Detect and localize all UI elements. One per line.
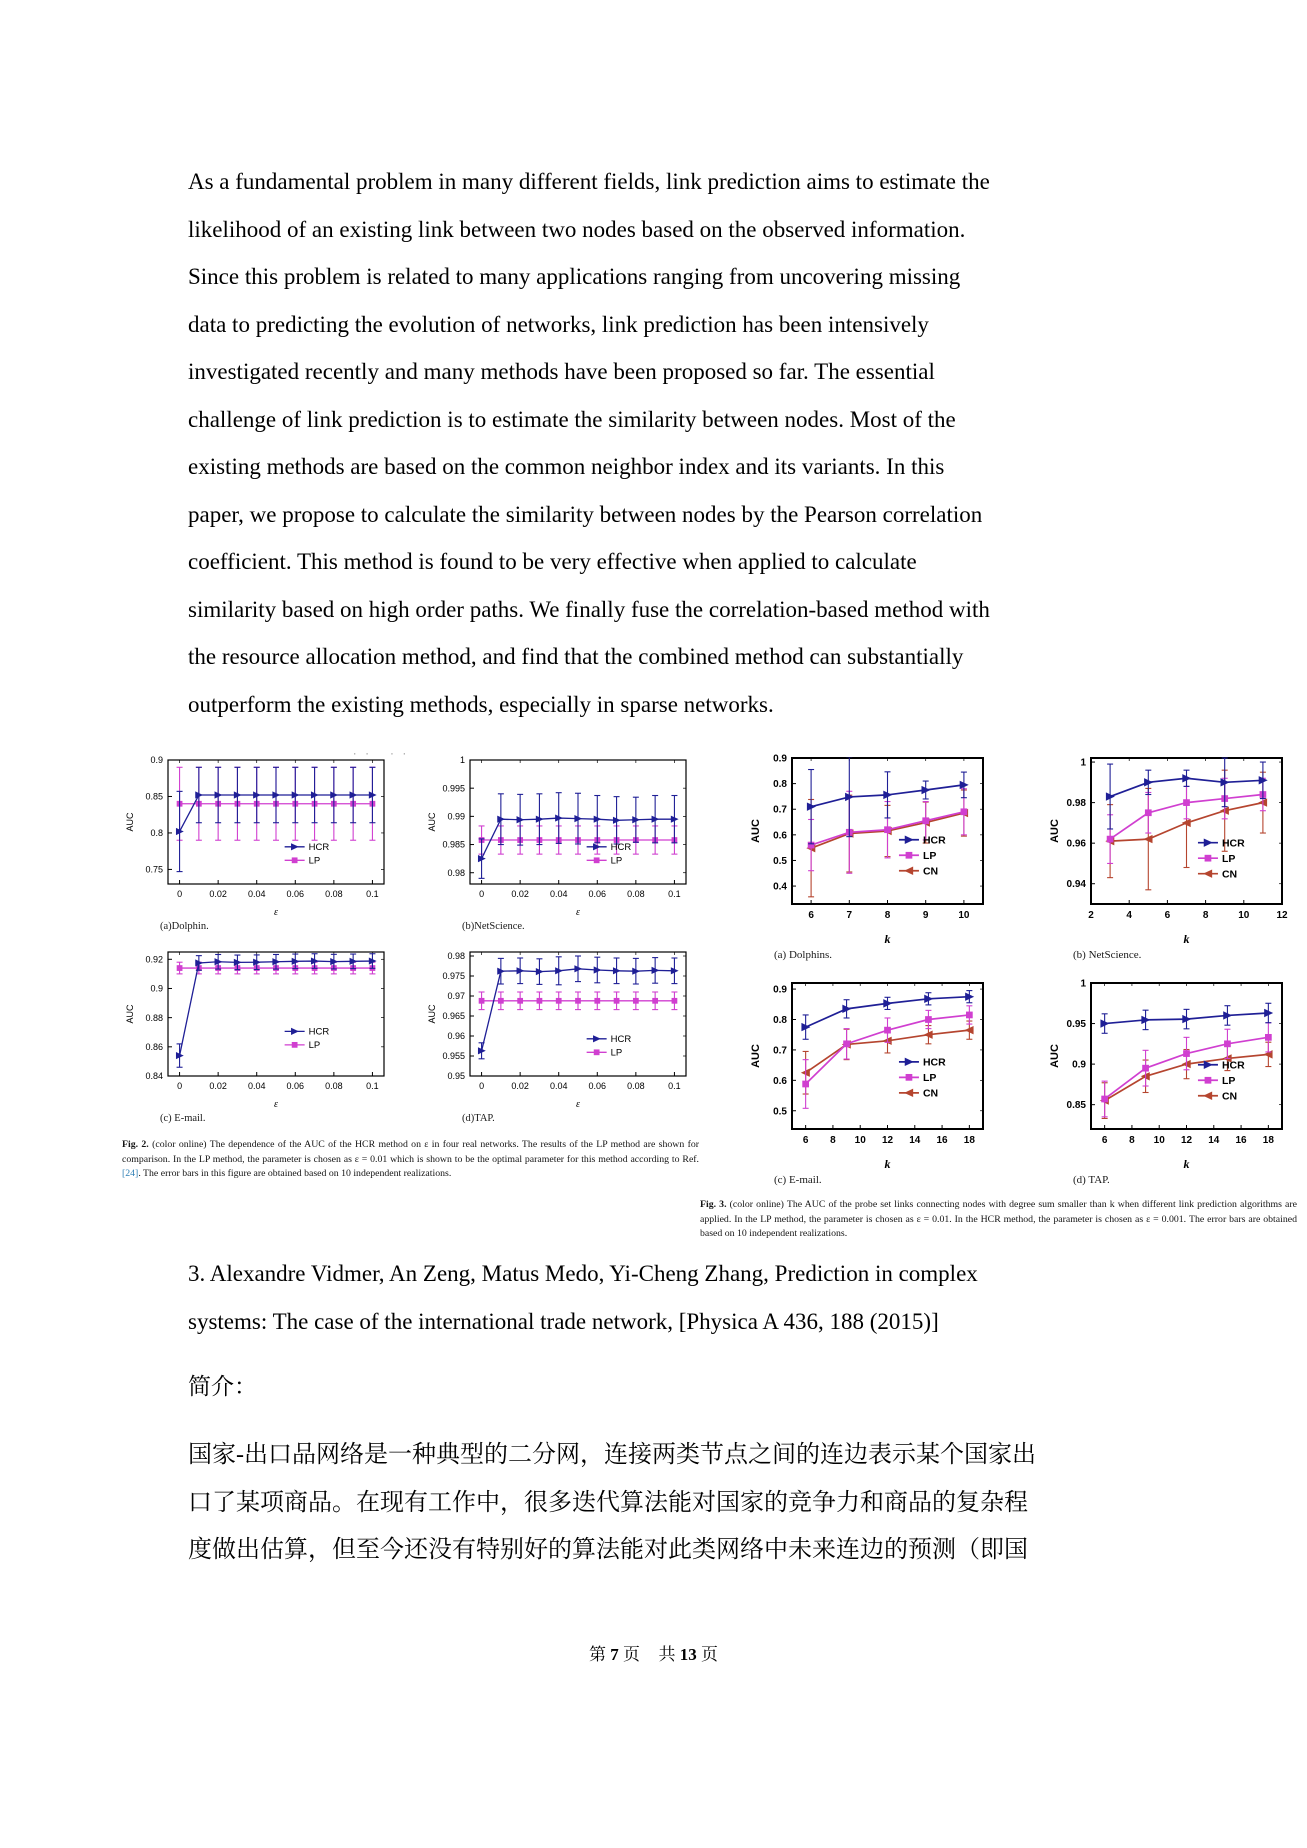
figure-2-caption-ref: [24] xyxy=(122,1168,139,1180)
fig2-subplot-c xyxy=(122,944,394,1124)
fig2-subplot-d-label: (d)TAP. xyxy=(462,1113,495,1124)
chinese-line: 口了某项商品。在现有工作中，很多迭代算法能对国家的竞争力和商品的复杂程 xyxy=(188,1489,1028,1516)
svg-text:0.7: 0.7 xyxy=(773,804,787,816)
svg-text:0.08: 0.08 xyxy=(627,889,645,899)
fig3-tap-chart xyxy=(1047,975,1294,1171)
footer-page-number: 7 xyxy=(610,1645,619,1664)
svg-text:0.975: 0.975 xyxy=(442,971,465,982)
footer-word: 页 xyxy=(623,1645,640,1664)
svg-text:12: 12 xyxy=(1276,910,1288,921)
svg-text:0.96: 0.96 xyxy=(1066,838,1086,850)
svg-text:0.04: 0.04 xyxy=(247,889,266,899)
svg-text:7: 7 xyxy=(846,910,853,921)
svg-text:0.98: 0.98 xyxy=(1066,798,1086,810)
reference-line: systems: The case of the international trade network, [Physica A 436, 188 (2015)] xyxy=(188,1308,939,1334)
figure-3-caption xyxy=(700,1198,1297,1242)
footer-word: 共 xyxy=(658,1645,676,1664)
svg-text:0.5: 0.5 xyxy=(773,1106,787,1118)
svg-text:0.02: 0.02 xyxy=(209,1081,227,1091)
svg-text:8: 8 xyxy=(1129,1135,1135,1146)
chinese-line: 度做出估算，但至今还没有特别好的算法能对此类网络中未来连边的预测（即国 xyxy=(188,1537,1028,1563)
svg-text:0.06: 0.06 xyxy=(286,1081,305,1091)
paragraph-line: As a fundamental problem in many different fields, link prediction aims to estimate the xyxy=(188,169,990,194)
fig2-subplot-d xyxy=(424,944,696,1124)
svg-text:CN: CN xyxy=(922,865,939,878)
fig3-email-chart xyxy=(748,975,995,1171)
svg-text:2: 2 xyxy=(1088,910,1094,921)
svg-text:8: 8 xyxy=(830,1135,836,1146)
svg-text:LP: LP xyxy=(1221,852,1236,865)
paragraph-line: similarity based on high order paths. We finally fuse the correlation-based method with xyxy=(188,596,990,622)
fig3-subplot-a-label: (a) Dolphins. xyxy=(774,949,833,961)
svg-text:LP: LP xyxy=(308,855,321,867)
fig3-subplot-b xyxy=(1047,750,1294,961)
svg-text:HCR: HCR xyxy=(1221,1059,1245,1072)
svg-text:0.85: 0.85 xyxy=(145,791,163,802)
svg-text:LP: LP xyxy=(610,1047,623,1059)
fig2-subplot-a-label: (a)Dolphin. xyxy=(160,921,209,932)
paragraph-line: data to predicting the evolution of networks, link prediction has been intensively xyxy=(188,311,929,337)
svg-text:6: 6 xyxy=(1101,1135,1108,1146)
fig2-email-chart xyxy=(122,944,394,1110)
svg-text:HCR: HCR xyxy=(610,842,632,854)
svg-text:AUC: AUC xyxy=(1049,1044,1061,1068)
svg-text:10: 10 xyxy=(854,1135,866,1146)
page-footer xyxy=(0,1640,1307,1665)
svg-text:0.84: 0.84 xyxy=(145,1071,163,1082)
svg-text:0: 0 xyxy=(479,1081,485,1091)
svg-text:16: 16 xyxy=(1235,1135,1247,1146)
figure-3-caption-label: Fig. 3. xyxy=(700,1199,727,1210)
svg-text:k: k xyxy=(884,932,891,946)
fig2-dolphin-chart xyxy=(122,752,394,918)
svg-text:4: 4 xyxy=(1126,910,1132,921)
svg-text:0.97: 0.97 xyxy=(447,991,465,1002)
svg-text:0.5: 0.5 xyxy=(773,855,787,867)
svg-text:0.06: 0.06 xyxy=(286,889,305,899)
svg-text:0: 0 xyxy=(177,889,183,899)
figure-3-caption-body: (color online) The AUC of the probe set links connecting nodes with degree sum smaller than k when different link prediction algorithms are applied. In the LP method, the parameter is chosen as ε = 0.01. In the HCR method, the parameter is chosen as ε = 0.001. The error bars are obtained based on 10 independent realizations. xyxy=(700,1199,1297,1240)
figure-3 xyxy=(700,750,1297,1242)
svg-text:0.04: 0.04 xyxy=(247,1081,266,1091)
reference-entry xyxy=(188,1250,1136,1345)
footer-word: 页 xyxy=(701,1645,718,1664)
svg-text:10: 10 xyxy=(958,910,970,921)
intro-label: 简介： xyxy=(188,1374,257,1399)
svg-text:0.9: 0.9 xyxy=(773,753,787,765)
paragraph-line: existing methods are based on the common neighbor index and its variants. In this xyxy=(188,454,945,479)
reference-line: 3. Alexandre Vidmer, An Zeng, Matus Medo, Yi-Cheng Zhang, Prediction in complex xyxy=(188,1261,978,1286)
svg-text:LP: LP xyxy=(308,1040,321,1052)
svg-text:1: 1 xyxy=(1080,757,1086,769)
svg-text:0.9: 0.9 xyxy=(150,755,163,766)
svg-text:ε: ε xyxy=(576,1099,580,1110)
svg-text:9: 9 xyxy=(922,910,929,921)
svg-text:0.9: 0.9 xyxy=(1072,1059,1086,1071)
fig2-subplot-a xyxy=(122,752,394,932)
figure-2-caption-label: Fig. 2. xyxy=(122,1139,149,1150)
svg-text:0.94: 0.94 xyxy=(1066,879,1086,891)
svg-text:HCR: HCR xyxy=(308,1026,330,1038)
svg-text:0.02: 0.02 xyxy=(511,889,529,899)
figure-2-caption xyxy=(122,1138,699,1182)
svg-text:CN: CN xyxy=(1221,868,1238,881)
svg-text:AUC: AUC xyxy=(125,812,135,832)
svg-text:k: k xyxy=(884,1157,891,1171)
svg-text:LP: LP xyxy=(922,849,937,862)
svg-text:CN: CN xyxy=(922,1087,939,1100)
svg-text:0.98: 0.98 xyxy=(447,951,465,962)
svg-text:AUC: AUC xyxy=(750,1044,762,1068)
paragraph-line: paper, we propose to calculate the similarity between nodes by the Pearson correlation xyxy=(188,501,983,527)
svg-text:LP: LP xyxy=(1221,1074,1236,1087)
svg-text:AUC: AUC xyxy=(427,1004,437,1024)
paragraph-line: investigated recently and many methods have been proposed so far. The essential xyxy=(188,359,935,384)
svg-text:0.08: 0.08 xyxy=(627,1081,645,1091)
svg-text:AUC: AUC xyxy=(1049,819,1061,843)
svg-text:0.1: 0.1 xyxy=(668,889,681,899)
svg-text:18: 18 xyxy=(963,1135,975,1146)
figure-3-grid xyxy=(700,750,1297,1186)
svg-text:6: 6 xyxy=(1164,910,1171,921)
svg-text:0.06: 0.06 xyxy=(588,1081,607,1091)
svg-text:0.8: 0.8 xyxy=(773,1015,787,1026)
paragraph-line: Since this problem is related to many applications ranging from uncovering missing xyxy=(188,264,961,289)
chinese-line: 国家-出口品网络是一种典型的二分网，连接两类节点之间的连边表示某个国家出 xyxy=(188,1442,1036,1468)
svg-text:6: 6 xyxy=(802,1135,809,1146)
svg-text:0.6: 0.6 xyxy=(773,1075,787,1087)
svg-text:12: 12 xyxy=(881,1135,894,1146)
svg-text:HCR: HCR xyxy=(308,842,330,854)
footer-total-pages: 13 xyxy=(679,1645,697,1664)
svg-text:0.08: 0.08 xyxy=(325,1081,343,1091)
svg-text:ε: ε xyxy=(576,907,580,918)
svg-text:0.965: 0.965 xyxy=(442,1011,465,1022)
svg-text:0.955: 0.955 xyxy=(442,1051,465,1062)
figure-2-caption-body: (color online) The dependence of the AUC of the HCR method on ε in four real networks. The results of the LP method are shown for comparison. In the LP method, the parameter is chosen as ε = 0.01 which is shown to be the optimal parameter for this method according to Ref. xyxy=(122,1139,699,1165)
svg-text:0.86: 0.86 xyxy=(145,1041,163,1052)
svg-text:HCR: HCR xyxy=(610,1034,632,1046)
svg-text:12: 12 xyxy=(1180,1135,1193,1146)
abstract-paragraph xyxy=(188,158,1136,728)
svg-text:10: 10 xyxy=(1238,910,1250,921)
svg-text:LP: LP xyxy=(610,855,623,867)
svg-text:0.9: 0.9 xyxy=(773,984,787,996)
fig3-netscience-chart xyxy=(1047,750,1294,946)
svg-text:0: 0 xyxy=(177,1081,183,1091)
svg-text:18: 18 xyxy=(1262,1135,1274,1146)
svg-text:0.06: 0.06 xyxy=(588,889,607,899)
svg-text:ε: ε xyxy=(274,907,278,918)
svg-text:k: k xyxy=(1183,932,1190,946)
svg-text:14: 14 xyxy=(909,1135,921,1146)
svg-text:0.98: 0.98 xyxy=(447,867,465,878)
svg-text:AUC: AUC xyxy=(125,1004,135,1024)
svg-text:0.7: 0.7 xyxy=(773,1045,787,1057)
svg-text:0.95: 0.95 xyxy=(447,1071,465,1082)
fig2-subplot-c-label: (c) E-mail. xyxy=(160,1113,206,1124)
svg-text:0.08: 0.08 xyxy=(325,889,343,899)
fig2-subplot-b-label: (b)NetScience. xyxy=(462,921,525,932)
fig2-subplot-b xyxy=(424,752,696,932)
svg-text:0.1: 0.1 xyxy=(668,1081,681,1091)
svg-text:k: k xyxy=(1183,1157,1190,1171)
fig3-subplot-a xyxy=(748,750,995,961)
footer-word: 第 xyxy=(589,1645,606,1664)
svg-text:0.04: 0.04 xyxy=(549,1081,568,1091)
svg-text:CN: CN xyxy=(1221,1090,1238,1103)
fig3-subplot-d-label: (d) TAP. xyxy=(1073,1174,1110,1186)
svg-text:0.92: 0.92 xyxy=(145,954,163,965)
svg-text:HCR: HCR xyxy=(1221,837,1245,850)
svg-text:0.8: 0.8 xyxy=(773,779,787,791)
svg-text:6: 6 xyxy=(808,910,814,921)
svg-text:0.85: 0.85 xyxy=(1066,1100,1086,1112)
paragraph-line: coefficient. This method is found to be very effective when applied to calculate xyxy=(188,549,917,574)
svg-text:0.95: 0.95 xyxy=(1066,1019,1086,1031)
svg-text:0.6: 0.6 xyxy=(773,830,787,842)
svg-text:16: 16 xyxy=(936,1135,948,1146)
fig3-subplot-b-label: (b) NetScience. xyxy=(1073,949,1142,961)
svg-text:AUC: AUC xyxy=(750,819,762,843)
svg-text:0.1: 0.1 xyxy=(366,1081,379,1091)
fig3-subplot-d xyxy=(1047,975,1294,1186)
svg-text:8: 8 xyxy=(884,910,891,921)
svg-text:0.9: 0.9 xyxy=(150,983,163,994)
figure-2-caption-tail: . The error bars in this figure are obtained based on 10 independent realizations. xyxy=(138,1168,452,1180)
paragraph-line: challenge of link prediction is to estimate the similarity between nodes. Most of the xyxy=(188,406,956,432)
svg-text:0.75: 0.75 xyxy=(145,864,163,875)
svg-text:0: 0 xyxy=(479,889,485,899)
svg-text:ε: ε xyxy=(274,1099,278,1110)
svg-text:0.99: 0.99 xyxy=(447,811,465,822)
scan-artifact: ·· ·· xyxy=(352,750,415,760)
svg-text:0.8: 0.8 xyxy=(150,828,163,839)
svg-text:LP: LP xyxy=(922,1072,937,1085)
fig2-tap-chart xyxy=(424,944,696,1110)
svg-text:HCR: HCR xyxy=(922,1056,946,1069)
svg-text:8: 8 xyxy=(1202,910,1209,921)
fig3-subplot-c-label: (c) E-mail. xyxy=(774,1174,822,1186)
svg-text:1: 1 xyxy=(459,755,465,766)
svg-text:14: 14 xyxy=(1208,1135,1220,1146)
fig3-dolphins-chart xyxy=(748,750,995,946)
svg-text:0.04: 0.04 xyxy=(549,889,568,899)
svg-text:AUC: AUC xyxy=(427,812,437,832)
chinese-paragraph xyxy=(188,1432,1148,1575)
svg-text:10: 10 xyxy=(1153,1135,1165,1146)
svg-text:0.02: 0.02 xyxy=(511,1081,529,1091)
fig2-netscience-chart xyxy=(424,752,696,918)
paragraph-line: outperform the existing methods, especially in sparse networks. xyxy=(188,691,774,717)
figure-2 xyxy=(122,752,699,1182)
svg-text:0.96: 0.96 xyxy=(447,1031,465,1042)
svg-text:0.02: 0.02 xyxy=(209,889,227,899)
svg-text:0.88: 0.88 xyxy=(145,1012,163,1023)
svg-text:0.1: 0.1 xyxy=(366,889,379,899)
svg-text:0.995: 0.995 xyxy=(442,783,465,794)
fig3-subplot-c xyxy=(748,975,995,1186)
svg-text:1: 1 xyxy=(1080,978,1086,990)
svg-text:HCR: HCR xyxy=(922,834,946,847)
paragraph-line: likelihood of an existing link between two nodes based on the observed information. xyxy=(188,216,966,242)
svg-text:0.4: 0.4 xyxy=(773,881,787,893)
svg-text:0.985: 0.985 xyxy=(442,839,465,850)
figure-2-grid xyxy=(122,752,699,1124)
paragraph-line: the resource allocation method, and find that the combined method can substantially xyxy=(188,644,964,669)
